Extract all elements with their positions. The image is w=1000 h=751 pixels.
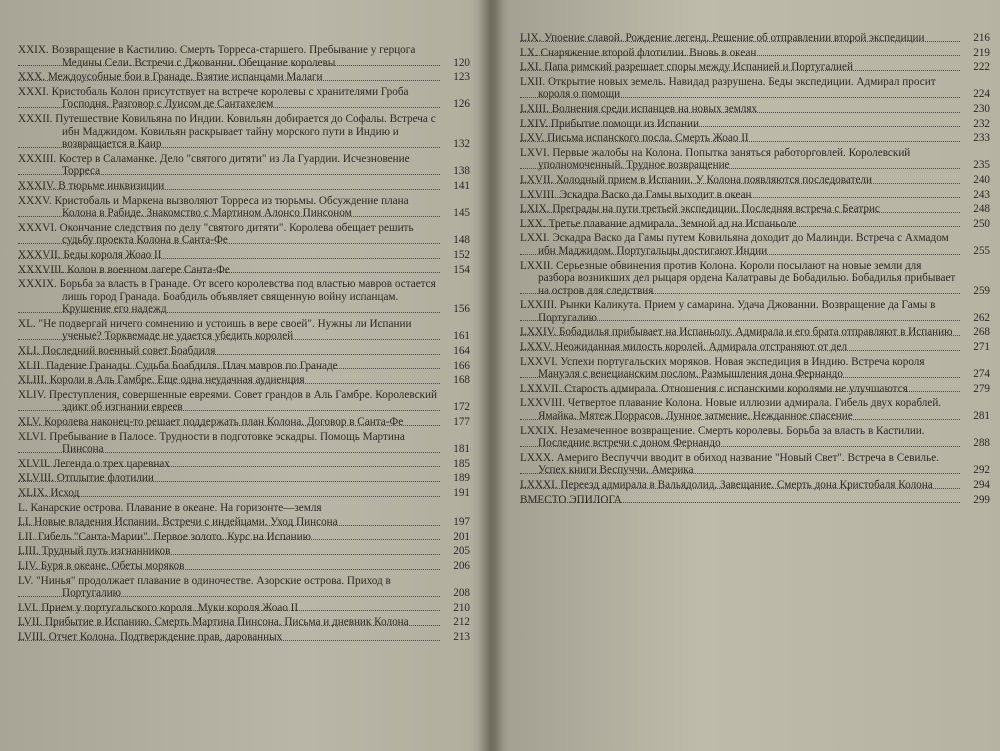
toc-entry [18, 516, 470, 529]
dot-leader [520, 70, 960, 71]
toc-entry [18, 153, 470, 178]
dot-leader [18, 640, 440, 641]
chapter-title: Легенда о трех царевнах [53, 457, 170, 470]
page-number: 233 [973, 132, 990, 145]
page-number: 208 [453, 587, 470, 600]
page-number: 259 [973, 284, 990, 297]
dot-leader [520, 254, 960, 255]
chapter-number: XL. [18, 317, 36, 330]
chapter-title: Упоение славой. Рождение легенд. Решение об отправлении второй экспедиции [544, 32, 925, 44]
chapter-title: Беды короля Жоао II [63, 248, 162, 261]
page-number: 132 [453, 138, 470, 151]
chapter-number: LXI. [520, 61, 542, 74]
page-number: 189 [453, 472, 470, 485]
chapter-number: XLII. [18, 359, 44, 372]
chapter-title: Прибытие в Испанию. Смерть Мартина Пинсона. Письма и дневник Колона [44, 616, 409, 629]
chapter-number: XXXIII. [18, 152, 57, 165]
chapter-number: XXX. [18, 71, 46, 84]
toc-entry [18, 222, 470, 247]
dot-leader [18, 216, 440, 217]
toc-entry [18, 416, 470, 429]
dot-leader [520, 350, 960, 351]
chapter-number: LXVIII. [520, 188, 557, 201]
chapter-title: Падение Гранады. Судьба Боабдиля. Плач мавров по Гранаде [45, 359, 338, 372]
chapter-title: Прибытие помощи из Испании [550, 117, 699, 130]
page-number: 185 [453, 457, 470, 470]
dot-leader [18, 410, 440, 411]
dot-leader [18, 610, 440, 611]
dot-leader [520, 55, 960, 56]
page-number: 205 [453, 545, 470, 558]
page-number: 248 [973, 203, 990, 216]
dot-leader [18, 625, 440, 626]
chapter-title: Открытие новых земель. Навидад разрушена. Беды экспедиции. Адмирал просит короля о помощи [538, 75, 936, 101]
dot-leader [520, 502, 960, 503]
dot-leader [520, 212, 960, 213]
dot-leader [18, 569, 440, 570]
chapter-number: LVII. [18, 616, 43, 629]
dot-leader [520, 168, 960, 169]
right-toc-list [520, 32, 990, 506]
chapter-title: Трудный путь изгнанников [41, 545, 171, 558]
chapter-title: Кристобаль и Маркена вызволяют Торреса из тюрьмы. Обсуждение плана Колона в Рабиде. Знакомство с Мартином Алонсо Пинсоном [54, 194, 409, 220]
page-number: 148 [453, 234, 470, 247]
toc-entry [18, 278, 470, 316]
chapter-number: LXXVI. [520, 355, 558, 368]
toc-entry [520, 397, 990, 422]
toc-entry [18, 472, 470, 485]
chapter-title: Успехи португальских моряков. Новая экспедиция в Индию. Встреча короля Мануэля с венецианским послом. Размышления дона Фернандо [538, 355, 925, 381]
page-number: 230 [973, 102, 990, 115]
chapter-title: Письма испанского посла. Смерть Жоао II [547, 132, 749, 145]
chapter-number: LV. [18, 574, 34, 587]
toc-entry [520, 76, 990, 101]
page-number: 126 [453, 98, 470, 111]
chapter-title: Рынки Каликута. Прием у самарина. Удача Джованни. Возвращение да Гамы в Португалию [538, 299, 936, 324]
dot-leader [18, 65, 440, 66]
chapter-number: LXIX. [520, 203, 550, 216]
toc-entry [18, 44, 470, 69]
chapter-title: Преграды на пути третьей экспедиции. Последняя встреча с Беатрис [552, 203, 880, 216]
page-number: 154 [453, 263, 470, 276]
chapter-title: ВМЕСТО ЭПИЛОГА [520, 493, 622, 506]
chapter-title: Преступления, совершенные евреями. Совет грандов в Аль Гамбре. Королевский эдикт об изгнании евреев [48, 388, 437, 414]
toc-entry [18, 531, 470, 544]
chapter-number: LIII. [18, 545, 39, 558]
toc-entry [18, 560, 470, 573]
dot-leader [520, 473, 960, 474]
page-number: 123 [453, 71, 470, 84]
chapter-number: LVI. [18, 601, 39, 614]
chapter-number: LXVII. [520, 173, 554, 186]
chapter-number: XXXIX. [18, 278, 57, 291]
chapter-number: LXIII. [520, 102, 549, 115]
toc-entry [18, 86, 470, 111]
dot-leader [18, 354, 440, 355]
page-number: 201 [453, 530, 470, 543]
chapter-title: Волнения среди испанцев на новых землях [551, 102, 758, 115]
dot-leader [18, 368, 440, 369]
chapter-number: LIV. [18, 559, 38, 572]
toc-entry [520, 218, 990, 231]
page-number: 164 [453, 345, 470, 358]
chapter-number: LXVI. [520, 146, 550, 159]
page-number: 299 [973, 493, 990, 506]
chapter-number: LIX. [520, 32, 542, 44]
chapter-title: Отчет Колона. Подтверждение прав, дарованных [48, 630, 283, 643]
toc-entry [520, 479, 990, 492]
chapter-title: "Не подвергай ничего сомнению и устоишь в вере своей". Нужны ли Испании ученые? Торквемаде не удается убедить королей [38, 317, 412, 343]
page-number: 210 [453, 601, 470, 614]
chapter-title: Гибель "Санта-Марии". Первое золото. Курс на Испанию [37, 530, 311, 543]
toc-entry [520, 383, 990, 396]
dot-leader [520, 377, 960, 378]
dot-leader [520, 41, 960, 42]
dot-leader [520, 226, 960, 227]
page-number: 212 [453, 616, 470, 629]
dot-leader [18, 174, 440, 175]
chapter-title: Пребывание в Палосе. Трудности в подготовке эскадры. Помощь Мартина Пинсона [49, 430, 405, 456]
page-number: 255 [973, 244, 990, 257]
page-number: 232 [973, 117, 990, 130]
page-number: 216 [973, 32, 990, 44]
dot-leader [18, 243, 440, 244]
dot-leader [18, 539, 440, 540]
toc-entry [520, 147, 990, 172]
toc-entry [18, 487, 470, 500]
page-number: 177 [453, 416, 470, 429]
toc-entry [18, 389, 470, 414]
toc-entry [18, 113, 470, 151]
chapter-title: Холодный прием в Испании. У Колона появляются последователи [556, 173, 873, 186]
chapter-title: Отплытие флотилии [56, 472, 154, 485]
page-number: 219 [973, 46, 990, 59]
page-number: 172 [453, 401, 470, 414]
chapter-number: XLV. [18, 416, 42, 429]
page-number: 120 [453, 56, 470, 69]
page-number: 181 [453, 443, 470, 456]
toc-entry [18, 249, 470, 262]
page-number: 161 [453, 330, 470, 343]
toc-entry [18, 575, 470, 600]
toc-entry [520, 47, 990, 60]
toc-entry [18, 616, 470, 629]
dot-leader [520, 293, 960, 294]
page-number: 235 [973, 159, 990, 172]
dot-leader [18, 258, 440, 259]
page-number: 274 [973, 368, 990, 381]
chapter-title: Папа римский разрешает споры между Испанией и Португалией [544, 61, 853, 74]
page-number: 222 [973, 61, 990, 74]
chapter-title: Исход [50, 487, 80, 499]
chapter-number: LI. [18, 516, 32, 529]
toc-entry [520, 425, 990, 450]
chapter-number: XXIX. [18, 44, 49, 56]
chapter-title: Третье плавание адмирала. Земной ад на Испаньоле [548, 217, 797, 230]
toc-entry [18, 502, 470, 515]
chapter-number: LXXVII. [520, 382, 562, 395]
page-number: 279 [973, 382, 990, 395]
dot-leader [18, 383, 440, 384]
page-number: 166 [453, 359, 470, 372]
chapter-number: XXXVII. [18, 248, 61, 261]
chapter-title: Снаряжение второй флотилии. Вновь в океан [540, 46, 757, 59]
chapter-number: XLIX. [18, 487, 48, 499]
toc-entry [18, 545, 470, 558]
chapter-number: XLVII. [18, 457, 51, 470]
chapter-title: Последний военный совет Боабдиля [42, 345, 216, 358]
dot-leader [18, 481, 440, 482]
chapter-number: LXXI. [520, 232, 550, 245]
chapter-title: Короли в Аль Гамбре. Еще одна неудачная аудиенция [49, 374, 305, 387]
dot-leader [520, 335, 960, 336]
dot-leader [520, 197, 960, 198]
toc-entry [18, 360, 470, 373]
toc-entry [18, 318, 470, 343]
chapter-title: Новые владения Испании. Встречи с индейцами. Уход Пинсона [34, 516, 338, 529]
dot-leader [520, 320, 960, 321]
page-number: 197 [453, 516, 470, 529]
chapter-number: LXXV. [520, 341, 553, 354]
page-number: 191 [453, 487, 470, 499]
chapter-number: XLIII. [18, 374, 47, 387]
chapter-title: "Нинья" продолжает плавание в одиночестве. Азорские острова. Приход в Португалию [36, 574, 391, 600]
dot-leader [18, 147, 440, 148]
dot-leader [520, 126, 960, 127]
chapter-number: LXXIX. [520, 424, 558, 437]
page-number: 268 [973, 326, 990, 339]
dot-leader [18, 554, 440, 555]
chapter-title: Прием у португальского короля. Муки короля Жоао II [41, 601, 299, 614]
toc-entry [520, 118, 990, 131]
page-number: 243 [973, 188, 990, 201]
dot-leader [18, 339, 440, 340]
page-number: 250 [973, 217, 990, 230]
page-number: 271 [973, 341, 990, 354]
chapter-number: XLI. [18, 345, 40, 358]
chapter-number: LXX. [520, 217, 546, 230]
chapter-title: Междоусобные бои в Гранаде. Взятие испанцами Малаги [47, 71, 323, 84]
dot-leader [18, 189, 440, 190]
toc-entry [520, 299, 990, 324]
chapter-title: Переезд адмирала в Вальядолид. Завещание. Смерть дона Кристобаля Колона [560, 479, 933, 491]
chapter-title: Буря в океане. Обеты моряков [40, 559, 185, 572]
chapter-number: LXII. [520, 75, 546, 88]
dot-leader [520, 391, 960, 392]
chapter-number: XLVIII. [18, 472, 54, 485]
chapter-number: LXIV. [520, 117, 549, 130]
chapter-number: XLIV. [18, 388, 47, 401]
chapter-title: Кристобаль Колон присутствует на встрече королевы с хранителями Гроба Господня. Разговор с Луисом де Сантахелем [51, 85, 409, 111]
dot-leader [18, 466, 440, 467]
chapter-title: Старость адмирала. Отношения с испанскими королями не улучшаются [564, 382, 908, 395]
chapter-number: XXXVI. [18, 221, 57, 234]
left-toc-list [18, 44, 470, 644]
chapter-title: Королева наконец-то решает поддержать план Колона. Договор в Санта-Фе [44, 416, 404, 429]
dot-leader [520, 419, 960, 420]
chapter-number: L. [18, 501, 28, 514]
page-number: 213 [453, 630, 470, 643]
toc-entry [520, 494, 990, 507]
chapter-number: LXXVIII. [520, 397, 566, 410]
toc-entry [520, 103, 990, 116]
dot-leader [520, 183, 960, 184]
dot-leader [18, 596, 440, 597]
chapter-title: Первые жалобы на Колона. Попытка заняться работорговлей. Королевский уполномоченный. Трудное возвращение [538, 146, 911, 172]
toc-entry [520, 452, 990, 477]
page-number: 152 [453, 248, 470, 261]
toc-entry [520, 32, 990, 45]
dot-leader [18, 425, 440, 426]
toc-entry [520, 326, 990, 339]
right-page [520, 0, 990, 751]
dot-leader [520, 141, 960, 142]
toc-entry [520, 203, 990, 216]
page-number: 292 [973, 464, 990, 477]
toc-entry [18, 458, 470, 471]
chapter-number: XXXII. [18, 112, 53, 125]
dot-leader [18, 452, 440, 453]
chapter-title: В тюрьме инквизиции [58, 179, 165, 192]
toc-entry [520, 341, 990, 354]
page-number: 206 [453, 559, 470, 572]
toc-entry [18, 602, 470, 615]
chapter-number: XLVI. [18, 430, 47, 443]
chapter-number: LXXIII. [520, 299, 557, 312]
chapter-number: LXXXI. [520, 479, 558, 491]
chapter-number: LXV. [520, 132, 545, 145]
dot-leader [520, 488, 960, 489]
chapter-title: Бобадилья прибывает на Испаньолу. Адмирала и его брата отправляют в Испанию [558, 326, 953, 339]
toc-entry [520, 260, 990, 298]
toc-entry [520, 356, 990, 381]
page-number: 224 [973, 88, 990, 101]
toc-entry [520, 61, 990, 74]
chapter-number: XXXI. [18, 85, 49, 98]
toc-entry [18, 374, 470, 387]
chapter-title: Колон в военном лагере Санта-Фе [67, 263, 230, 276]
dot-leader [18, 312, 440, 313]
chapter-title: Неожиданная милость королей. Адмирала отстраняют от дел [555, 341, 848, 354]
chapter-number: XXXVIII. [18, 263, 65, 276]
chapter-title: Костер в Саламанке. Дело "святого дитяти" из Ла Гуардии. Исчезновение Торреса [59, 152, 410, 178]
dot-leader [520, 97, 960, 98]
page-number: 168 [453, 374, 470, 387]
chapter-title: Возвращение в Кастилию. Смерть Торреса-старшего. Пребывание у герцога Медины Сели. Встречи с Джованни. Обещание королевы [51, 44, 416, 69]
chapter-number: LXXII. [520, 259, 554, 272]
toc-entry [18, 71, 470, 84]
page-number: 138 [453, 165, 470, 178]
toc-entry [18, 180, 470, 193]
toc-entry [520, 132, 990, 145]
chapter-number: XXXIV. [18, 179, 56, 192]
page-number: 294 [973, 479, 990, 491]
toc-entry [18, 631, 470, 644]
page-number: 156 [453, 303, 470, 316]
toc-entry [18, 431, 470, 456]
chapter-title: Эскадра Васко да Гамы выходит в океан [559, 188, 752, 201]
chapter-title: Четвертое плавание Колона. Новые иллюзии адмирала. Гибель двух кораблей. Ямайка. Мятеж Поррасов. Лунное затмение. Нежданное спасение [538, 397, 942, 423]
dot-leader [18, 107, 440, 108]
dot-leader [520, 112, 960, 113]
page-number: 145 [453, 207, 470, 220]
chapter-number: XXXV. [18, 194, 52, 207]
toc-entry [520, 189, 990, 202]
toc-entry [520, 232, 990, 257]
left-page [18, 0, 470, 751]
dot-leader [18, 80, 440, 81]
chapter-title: Эскадра Васко да Гамы путем Ковильяна доходит до Малинди. Встреча с Ахмадом ибн Маджидом. Португальцы достигают Индии [538, 232, 949, 257]
dot-leader [18, 272, 440, 273]
toc-entry [520, 174, 990, 187]
chapter-number: LXXX. [520, 451, 554, 464]
chapter-number: LVIII. [18, 630, 46, 643]
chapter-title: Канарские острова. Плавание в океане. На горизонте—земля [30, 501, 322, 514]
toc-entry [18, 264, 470, 277]
page-number: 288 [973, 437, 990, 450]
page-number: 240 [973, 173, 990, 186]
toc-entry [18, 195, 470, 220]
chapter-title: Окончание следствия по делу "святого дитяти". Королева обещает решить судьбу проекта Колона в Санта-Фе [59, 221, 414, 247]
dot-leader [18, 496, 440, 497]
chapter-number: LXXIV. [520, 326, 557, 339]
toc-entry [18, 345, 470, 358]
page-number: 281 [973, 410, 990, 423]
page-number: 262 [973, 311, 990, 324]
chapter-number: LII. [18, 530, 36, 543]
page-number: 141 [453, 179, 470, 192]
chapter-number: LX. [520, 46, 538, 59]
chapter-title: Путешествие Ковильяна по Индии. Ковильян добирается до Софалы. Встреча с ибн Маджидом. Ковильян раскрывает тайну морского пути в Индию и возвращается в Каир [55, 112, 436, 151]
dot-leader [520, 446, 960, 447]
dot-leader [18, 525, 440, 526]
chapter-title: Серьезные обвинения против Колона. Короли посылают на новые земли для разбора возникших дел рыцаря ордена Калатравы де Бобадилью. Бобадилья прибывает на остров для следствия [538, 259, 956, 297]
chapter-title: Борьба за власть в Гранаде. От всего королевства под властью мавров остается лишь город Гранада. Боабдиль объявляет священную войну испанцам. Крушение его надежд [59, 278, 436, 316]
chapter-title: Незамеченное возвращение. Смерть королевы. Борьба за власть в Кастилии. Последние встречи с доном Фернандо [538, 424, 925, 450]
chapter-title: Америго Веспуччи вводит в обиход название "Новый Свет". Встреча в Севилье. Успех книги Веспуччи. Америка [538, 451, 939, 477]
